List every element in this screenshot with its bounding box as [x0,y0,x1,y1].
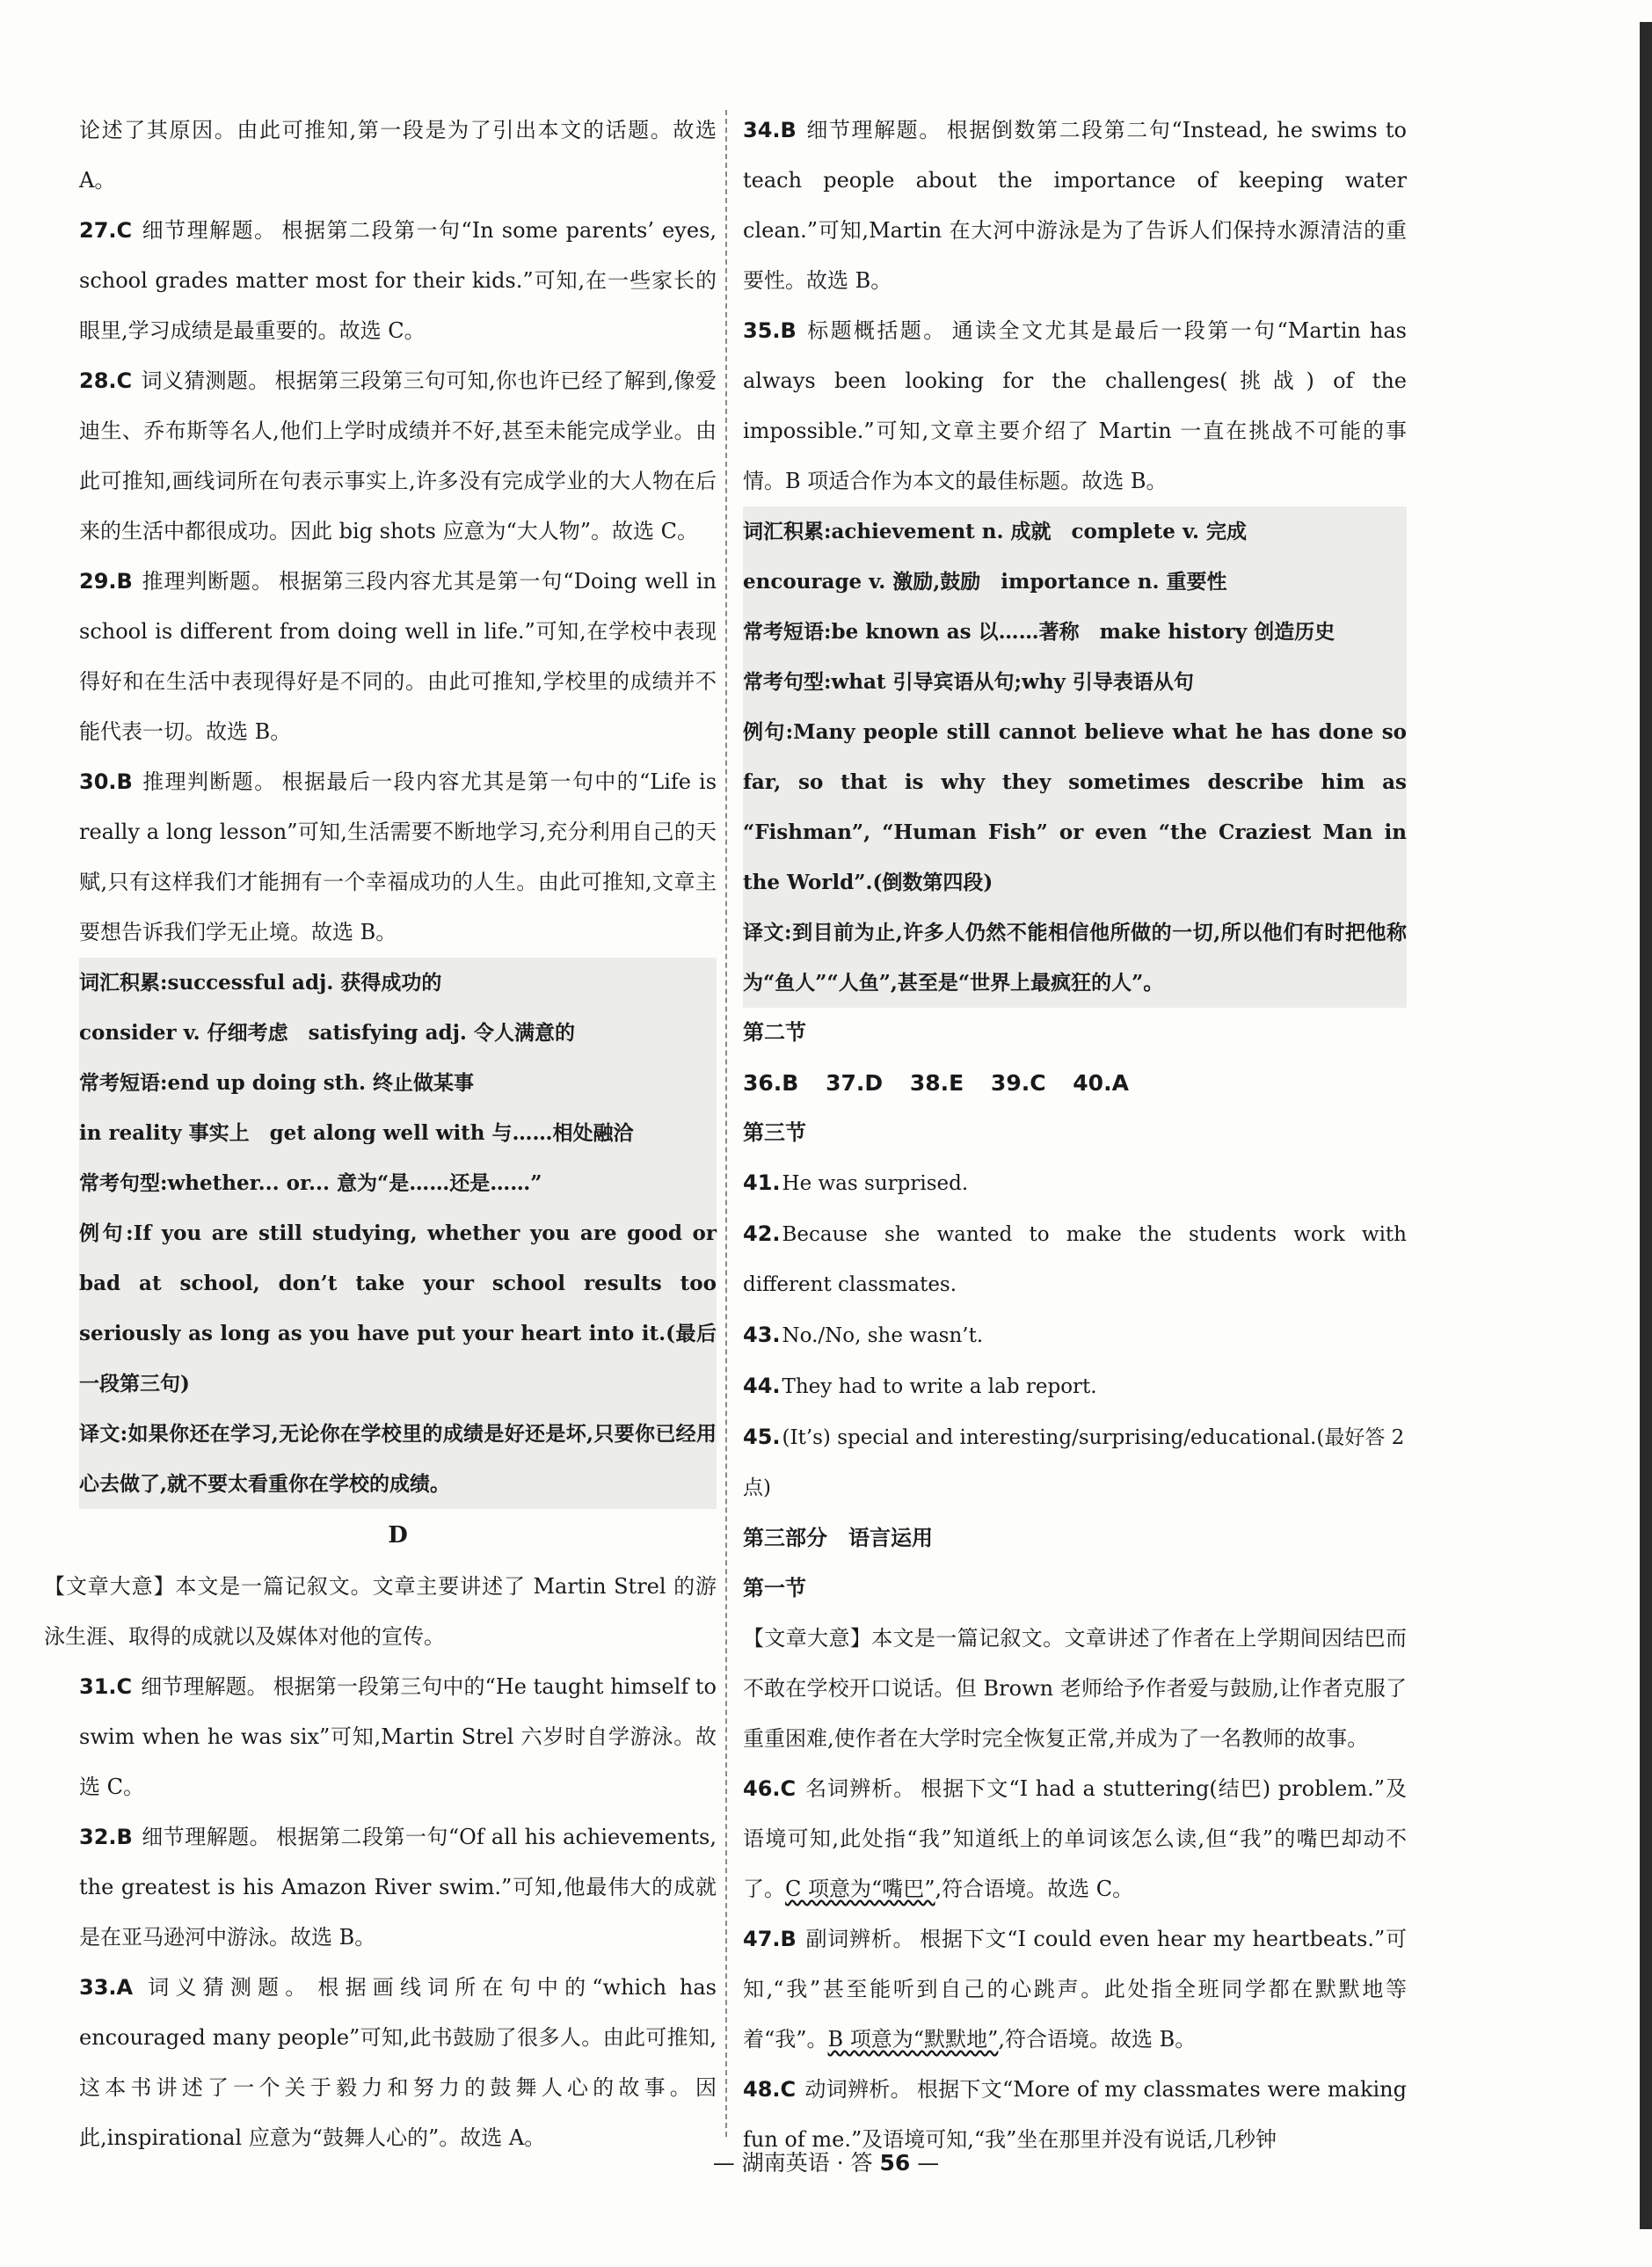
page-footer: — 湖南英语 · 答 56 — [712,2150,940,2176]
vocab-box-right [743,507,1407,1008]
answer-39: 39.C [990,1070,1046,1096]
example-sentence: 例句:Many people still cannot believe what he has done so far, so that is why they sometimes describe him as “Fishman”, “Human Fish” or even “the Craziest Man in the World”.(倒数第四段) [743,720,1407,894]
answer-45: 45.(It’s) special and interesting/surprising/educational.(最好答 2 点) [743,1425,1405,1499]
answer-47: 47.B 副词辨析。 根据下文“I could even hear my heartbeats.”可知,“我”甚至能听到自己的心跳声。此处指全班同学都在默默地等着“我”。B 项意为“默默地”,符合语境。故选 B。 [743,1927,1408,2052]
section-2-title: 第二节 [743,1020,806,1045]
translation: 译文:到目前为止,许多人仍然不能相信他所做的一切,所以他们有时把他称为“鱼人”“人鱼”,甚至是“世界上最疯狂的人”。 [743,921,1407,995]
answer-37: 37.D [826,1070,884,1096]
vocab-line: 词汇积累:achievement n. 成就 complete v. 完成 [743,520,1248,543]
answer-29: 29.B 推理判断题。 根据第三段内容尤其是第一句“Doing well in school is different from doing well in life.”可知,在学校中表现得好和在生活中表现得好是不同的。由此可推知,学校里的成绩并不能代表一切。故选 B。 [79,569,717,744]
answer-46: 46.C 名词辨析。 根据下文“I had a stuttering(结巴) problem.”及语境可知,此处指“我”知道纸上的单词该怎么读,但“我”的嘴巴却动不了。C 项意为“嘴巴”,符合语境。故选 C。 [743,1776,1407,1901]
vocab-line: consider v. 仔细考虑 satisfying adj. 令人满意的 [79,1021,575,1045]
answer-41: 41.He was surprised. [743,1170,969,1195]
answer-32: 32.B 细节理解题。 根据第二段第一句“Of all his achievements, the greatest is his Amazon River swim.”可知,他最伟大的成就是在亚马逊河中游泳。故选 B。 [79,1825,717,1950]
answer-48: 48.C 动词辨析。 根据下文“More of my classmates were making fun of me.”及语境可知,“我”坐在那里并没有说话,几秒钟 [743,2077,1408,2152]
part-3-title: 第三部分 语言运用 [743,1526,933,1550]
translation: 译文:如果你还在学习,无论你在学校里的成绩是好还是坏,只要你已经用心去做了,就不要太看重你在学校的成绩。 [79,1422,717,1496]
answer-42: 42.Because she wanted to make the students work with different classmates. [743,1221,1407,1296]
answer-43: 43.No./No, she wasn’t. [743,1323,984,1347]
answer-40: 40.A [1073,1070,1129,1096]
phrase-line: in reality 事实上 get along well with 与……相处融洽 [79,1121,634,1145]
phrase-line: 常考短语:be known as 以……著称 make history 创造历史 [743,620,1335,644]
right-column [743,106,1407,2165]
section-2-answers [743,1058,1407,1108]
vocab-box-left [79,958,717,1509]
part-3-section-1: 第一节 [743,1576,806,1600]
answer-38: 38.E [909,1070,964,1096]
page-edge-bar [1640,22,1652,2229]
summary-d: 【文章大意】本文是一篇记叙文。文章主要讲述了 Martin Strel 的游泳生涯、取得的成就以及媒体对他的宣传。 [44,1574,717,1649]
example-sentence: 例句:If you are still studying, whether you are good or bad at school, don’t take your school results too seriously as long as you have put your heart into it.(最后一段第三句) [79,1221,717,1396]
column-divider [725,110,727,2137]
phrase-line: 常考短语:end up doing sth. 终止做某事 [79,1071,475,1095]
paragraph-continuation: 论述了其原因。由此可推知,第一段是为了引出本文的话题。故选 A。 [79,118,717,193]
pattern-line: 常考句型:what 引导宾语从句;why 引导表语从句 [743,670,1194,694]
page-number: 56 [879,2150,911,2176]
answer-33: 33.A 词义猜测题。 根据画线词所在句中的“which has encouraged many people”可知,此书鼓励了很多人。由此可推知,这本书讲述了一个关于毅力和努力的鼓舞人心的故事。因此,inspirational 应意为“鼓舞人心的”。故选 A。 [79,1975,717,2150]
answer-31: 31.C 细节理解题。 根据第一段第三句中的“He taught himself to swim when he was six”可知,Martin Strel 六岁时自学游泳。故选 C。 [79,1674,717,1799]
answer-28: 28.C 词义猜测题。 根据第三段第三句可知,你也许已经了解到,像爱迪生、乔布斯等名人,他们上学时成绩并不好,甚至未能完成学业。由此可推知,画线词所在句表示事实上,许多没有完成学业的大人物在后来的生活中都很成功。因此 big shots 应意为“大人物”。故选 C。 [79,368,717,543]
answer-44: 44.They had to write a lab report. [743,1374,1097,1398]
answer-27: 27.C 细节理解题。 根据第二段第一句“In some parents’ eyes, school grades matter most for their kids.”可知,在一些家长的眼里,学习成绩是最重要的。故选 C。 [79,218,717,343]
summary-part3: 【文章大意】本文是一篇记叙文。文章讲述了作者在上学期间因结巴而不敢在学校开口说话。但 Brown 老师给予作者爱与鼓励,让作者克服了重重困难,使作者在大学时完全恢复正常,并成为了一名教师的故事。 [743,1626,1407,1751]
answer-34: 34.B 细节理解题。 根据倒数第二段第二句“Instead, he swims to teach people about the importance of keeping water clean.”可知,Martin 在大河中游泳是为了告诉人们保持水源清洁的重要性。故选 B。 [743,118,1408,293]
answer-30: 30.B 推理判断题。 根据最后一段内容尤其是第一句中的“Life is really a long lesson”可知,生活需要不断地学习,充分利用自己的天赋,只有这样我们才能拥有一个幸福成功的人生。由此可推知,文章主要想告诉我们学无止境。故选 B。 [79,769,717,944]
section-d-heading: D [388,1522,408,1549]
section-3-title: 第三节 [743,1120,806,1145]
answer-36: 36.B [743,1070,799,1096]
left-column [44,106,717,2163]
pattern-line: 常考句型:whether... or... 意为“是……还是……” [79,1171,542,1195]
vocab-line: encourage v. 激励,鼓励 importance n. 重要性 [743,570,1227,594]
vocab-line: 词汇积累:successful adj. 获得成功的 [79,971,442,995]
answer-35: 35.B 标题概括题。 通读全文尤其是最后一段第一句“Martin has always been looking for the challenges(挑战) of the impossible.”可知,文章主要介绍了 Martin 一直在挑战不可能的事情。B 项适合作为本文的最佳标题。故选 B。 [743,318,1407,493]
